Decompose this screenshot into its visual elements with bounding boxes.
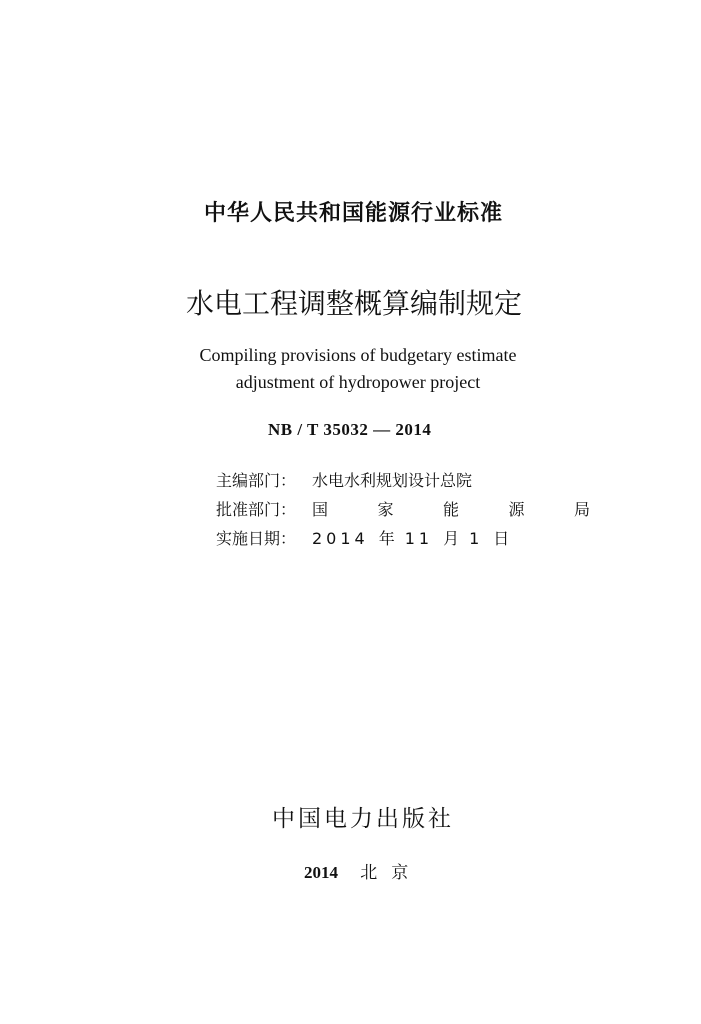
publication-meta — [216, 466, 590, 553]
english-title-line-1: Compiling provisions of budgetary estimate — [199, 345, 517, 365]
english-title — [186, 342, 530, 396]
effective-date-row — [216, 524, 590, 553]
effective-date-label: 实施日期： — [216, 529, 297, 548]
approver-char: 国 — [312, 500, 329, 519]
standard-code: NB / T 35032 — 2014 — [268, 420, 432, 439]
editor-row — [216, 466, 590, 495]
effective-month: 11 — [404, 529, 434, 548]
effective-year: 2014 — [312, 529, 369, 548]
approver-char: 局 — [573, 500, 590, 519]
industry-standard-heading: 中华人民共和国能源行业标准 — [204, 201, 504, 226]
approver-char: 源 — [508, 500, 525, 519]
effective-day: 1 — [469, 529, 484, 548]
english-title-line-2: adjustment of hydropower project — [235, 372, 481, 392]
effective-date-value — [312, 524, 519, 553]
approver-char: 家 — [377, 500, 394, 519]
year-unit: 年 — [378, 529, 395, 548]
approver-value — [312, 495, 590, 524]
publication-place — [304, 858, 422, 883]
editor-value: 水电水利规划设计总院 — [312, 471, 473, 490]
publication-year: 2014 — [304, 863, 338, 882]
chinese-title: 水电工程调整概算编制规定 — [186, 287, 523, 320]
month-unit: 月 — [443, 529, 460, 548]
day-unit: 日 — [493, 529, 510, 548]
approver-char: 能 — [442, 500, 459, 519]
publisher-name: 中国电力出版社 — [272, 806, 454, 832]
editor-label: 主编部门： — [216, 471, 297, 490]
publication-city: 北京 — [360, 863, 423, 883]
approver-label: 批准部门： — [216, 500, 297, 519]
approver-row — [216, 495, 590, 524]
